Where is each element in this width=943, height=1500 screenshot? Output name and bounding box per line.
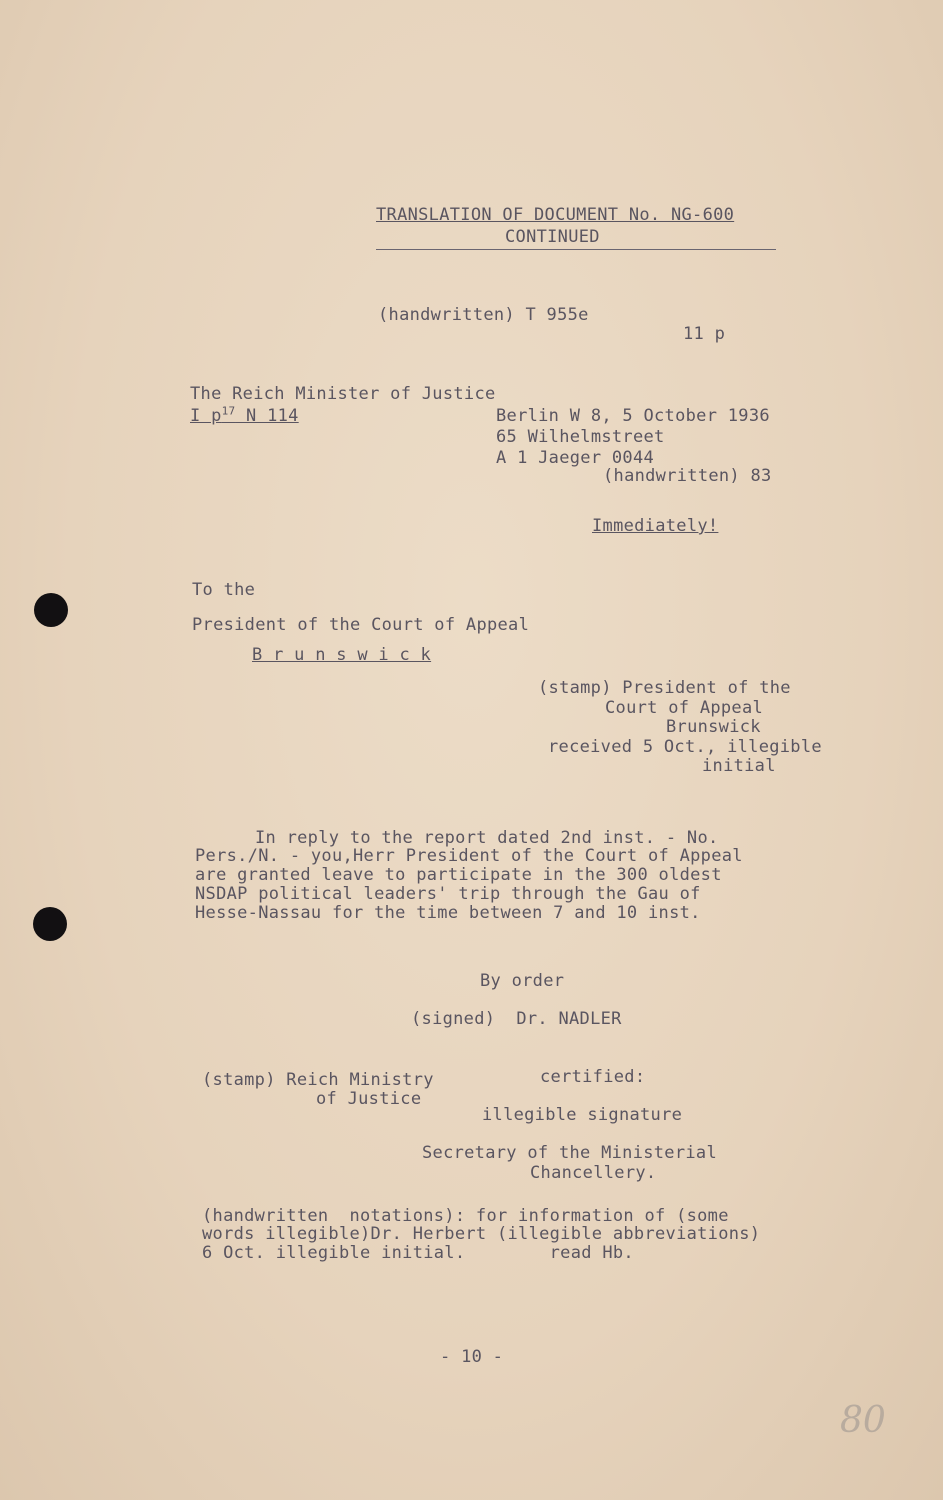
certified-signature: illegible signature xyxy=(482,1105,683,1125)
body-line-1: In reply to the report dated 2nd inst. - No. xyxy=(255,828,719,848)
punch-hole-lower xyxy=(33,907,67,941)
signed-line: (signed) Dr. NADLER xyxy=(411,1009,622,1029)
recipient-title: President of the Court of Appeal xyxy=(192,615,530,635)
stamp-received-line-2: Court of Appeal xyxy=(605,698,764,718)
recipient-to: To the xyxy=(192,580,256,600)
address-city-date: Berlin W 8, 5 October 1936 xyxy=(496,406,770,426)
address-street: 65 Wilhelmstreet xyxy=(496,427,665,447)
body-line-5: Hesse-Nassau for the time between 7 and 10 inst. xyxy=(195,903,701,923)
certified-title-1: Secretary of the Ministerial xyxy=(422,1143,717,1163)
stamp-ministry-line-2: of Justice xyxy=(316,1089,422,1109)
stamp-received-line-5: initial xyxy=(702,756,776,776)
notations-line-2: words illegible)Dr. Herbert (illegible abbreviations) xyxy=(202,1224,761,1244)
notations-line-3: 6 Oct. illegible initial. read Hb. xyxy=(202,1243,634,1263)
notations-line-1: (handwritten notations): for information of (some xyxy=(202,1206,729,1226)
body-line-2: Pers./N. - you,Herr President of the Court of Appeal xyxy=(195,846,743,866)
handwritten-reference: (handwritten) T 955e xyxy=(378,305,589,325)
sender-reference: I $p^{17}$ N 114 xyxy=(190,404,299,426)
stamp-received-line-3: Brunswick xyxy=(666,717,761,737)
sender-title: The Reich Minister of Justice xyxy=(190,384,496,404)
pencil-page-number: 80 xyxy=(840,1400,886,1441)
body-line-4: NSDAP political leaders' trip through the Gau of xyxy=(195,884,701,904)
page-number: - 10 - xyxy=(440,1347,504,1367)
page-count: 11 p xyxy=(683,324,726,344)
header-title: TRANSLATION OF DOCUMENT No. NG-600 xyxy=(376,205,735,225)
recipient-city: B r u n s w i c k xyxy=(252,645,432,665)
urgency-note: Immediately! xyxy=(592,516,719,536)
stamp-received-line-1: (stamp) President of the xyxy=(538,678,791,698)
address-handwritten-number: (handwritten) 83 xyxy=(603,466,772,486)
certified-title-2: Chancellery. xyxy=(530,1163,657,1183)
body-line-3: are granted leave to participate in the 300 oldest xyxy=(195,865,722,885)
stamp-ministry-line-1: (stamp) Reich Ministry xyxy=(202,1070,434,1090)
stamp-received-line-4: received 5 Oct., illegible xyxy=(548,737,822,757)
punch-hole-upper xyxy=(34,593,68,627)
by-order: By order xyxy=(480,971,565,991)
certified-label: certified: xyxy=(540,1067,646,1087)
address-phone: A 1 Jaeger 0044 xyxy=(496,448,655,468)
header-underline xyxy=(376,249,776,250)
header-continued: CONTINUED xyxy=(505,227,600,247)
